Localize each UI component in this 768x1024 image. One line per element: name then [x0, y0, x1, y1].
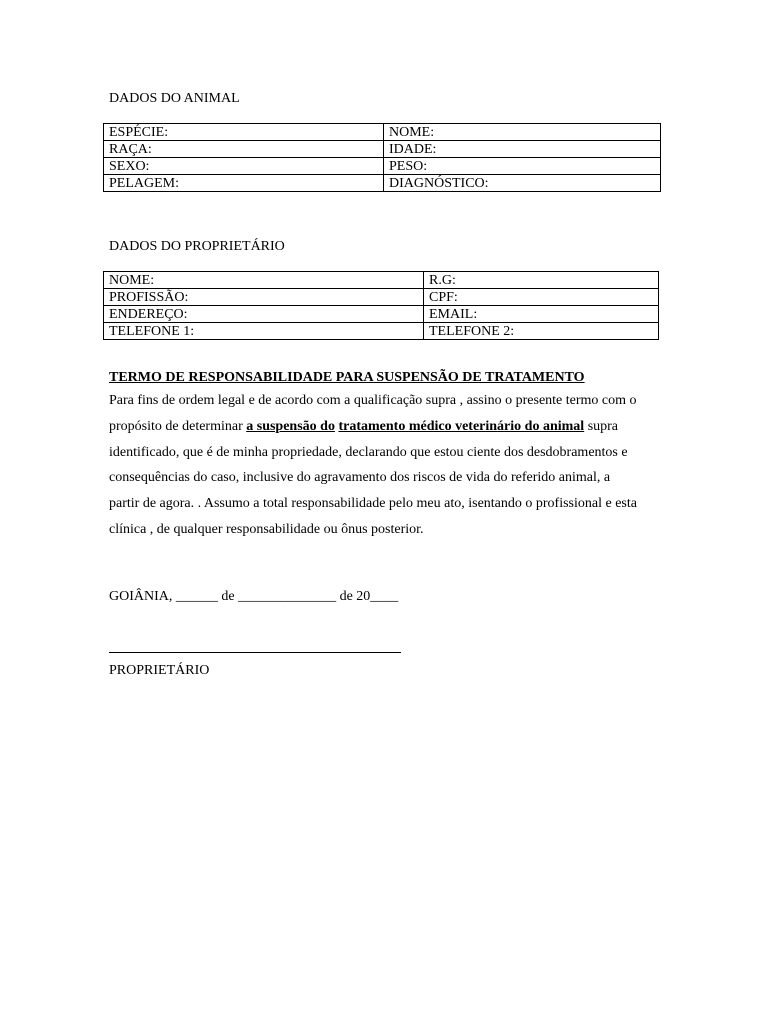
- term-text: supra: [584, 418, 619, 434]
- owner-phone1-field[interactable]: TELEFONE 1:: [104, 323, 424, 340]
- animal-species-field[interactable]: ESPÉCIE:: [104, 124, 384, 141]
- owner-phone2-field[interactable]: TELEFONE 2:: [424, 323, 659, 340]
- term-title: TERMO DE RESPONSABILIDADE PARA SUSPENSÃO DE TRATAMENTO: [109, 370, 585, 385]
- owner-name-field[interactable]: NOME:: [104, 272, 424, 289]
- term-line: consequências do caso, inclusive do agravamento dos riscos de vida do referido animal, a: [109, 470, 611, 486]
- term-line: Para fins de ordem legal e de acordo com a qualificação supra , assino o presente termo com o: [109, 393, 637, 408]
- table-row: [104, 124, 661, 141]
- animal-diagnosis-field[interactable]: DIAGNÓSTICO:: [384, 175, 661, 192]
- table-row: [104, 306, 659, 323]
- date-line[interactable]: GOIÂNIA, ______ de ______________ de 20____: [109, 589, 399, 604]
- table-row: [104, 175, 661, 192]
- table-row: [104, 158, 661, 175]
- owner-data-table: [103, 271, 659, 340]
- owner-profession-field[interactable]: PROFISSÃO:: [104, 289, 424, 306]
- animal-sex-field[interactable]: SEXO:: [104, 158, 384, 175]
- animal-name-field[interactable]: NOME:: [384, 124, 661, 141]
- animal-age-field[interactable]: IDADE:: [384, 141, 661, 158]
- signature-line[interactable]: [109, 652, 401, 653]
- term-emphasis: a suspensão do: [246, 418, 335, 434]
- term-line: partir de agora. . Assumo a total responsabilidade pelo meu ato, isentando o profissional e esta: [109, 496, 637, 512]
- term-emphasis: tratamento médico veterinário do animal: [338, 418, 585, 434]
- term-line: clínica , de qualquer responsabilidade ou ônus posterior.: [109, 521, 424, 537]
- term-text: propósito de determinar: [109, 418, 247, 434]
- owner-section-heading: DADOS DO PROPRIETÁRIO: [109, 239, 285, 254]
- animal-breed-field[interactable]: RAÇA:: [104, 141, 384, 158]
- animal-coat-field[interactable]: PELAGEM:: [104, 175, 384, 192]
- owner-email-field[interactable]: EMAIL:: [424, 306, 659, 323]
- signature-label: PROPRIETÁRIO: [109, 663, 210, 678]
- animal-weight-field[interactable]: PESO:: [384, 158, 661, 175]
- table-row: [104, 323, 659, 340]
- table-row: [104, 141, 661, 158]
- animal-data-table: [103, 123, 661, 192]
- animal-section-heading: DADOS DO ANIMAL: [109, 91, 240, 106]
- owner-rg-field[interactable]: R.G:: [424, 272, 659, 289]
- term-line: identificado, que é de minha propriedade, declarando que estou ciente dos desdobramentos e: [109, 444, 628, 460]
- owner-cpf-field[interactable]: CPF:: [424, 289, 659, 306]
- table-row: [104, 289, 659, 306]
- term-body: [109, 388, 669, 543]
- owner-address-field[interactable]: ENDEREÇO:: [104, 306, 424, 323]
- term-line: [109, 414, 669, 440]
- table-row: [104, 272, 659, 289]
